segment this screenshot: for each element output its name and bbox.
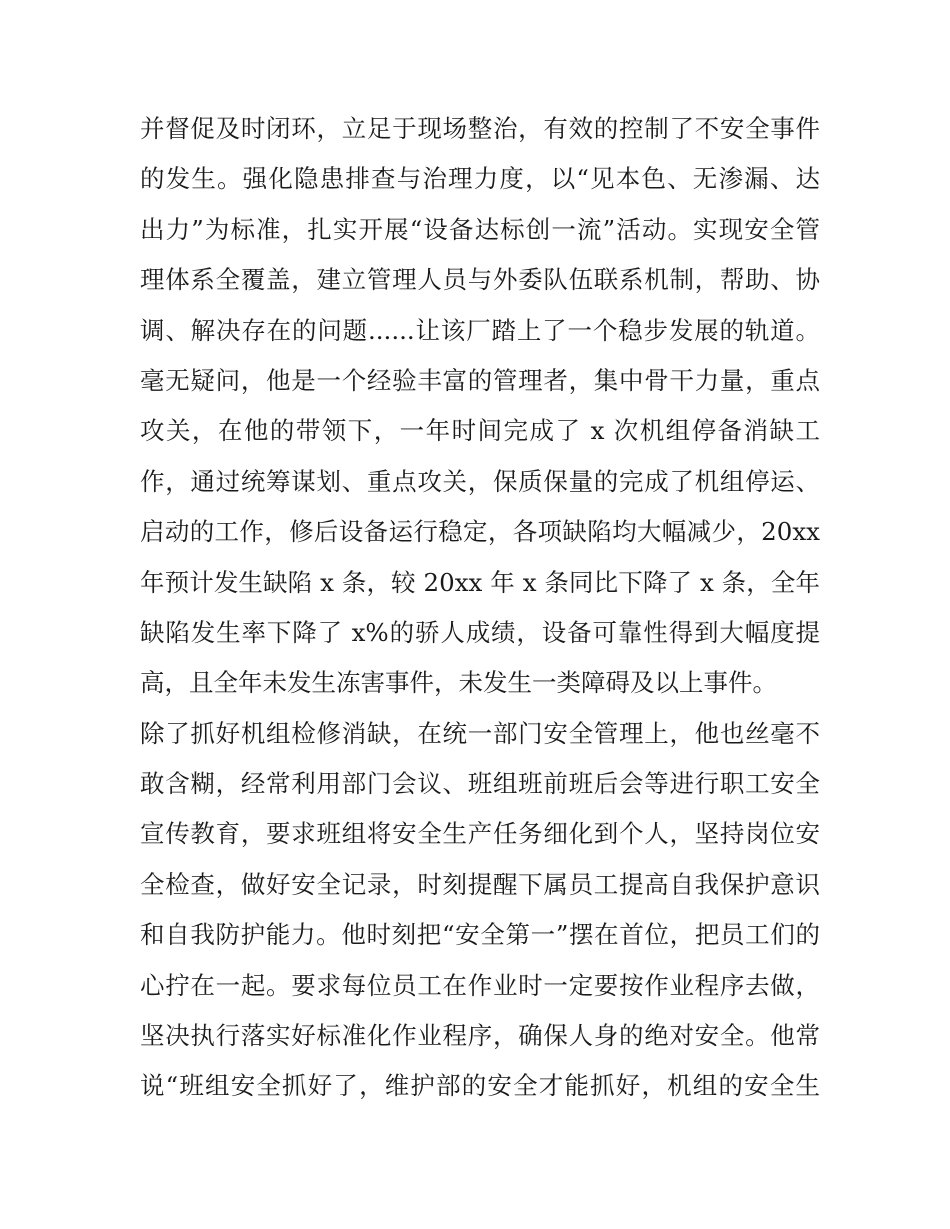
text-line: 理体系全覆盖，建立管理人员与外委队伍联系机制，帮助、协	[140, 265, 820, 295]
text-line: 并督促及时闭环，立足于现场整治，有效的控制了不安全事件	[140, 114, 820, 143]
text-line: 毫无疑问，他是一个经验丰富的管理者，集中骨干力量，重点	[140, 365, 820, 395]
text-line: 说“班组安全抓好了，维护部的安全才能抓好，机组的安全生	[140, 1071, 820, 1101]
text-line: 除了抓好机组检修消缺，在统一部门安全管理上，他也丝毫不	[140, 718, 820, 748]
text-line: 攻关，在他的带领下，一年时间完成了 x 次机组停备消缺工	[140, 416, 820, 446]
text-line: 出力”为标准，扎实开展“设备达标创一流”活动。实现安全管	[140, 214, 820, 244]
text-line: 高，且全年未发生冻害事件，未发生一类障碍及以上事件。	[140, 668, 777, 698]
text-line: 全检查，做好安全记录，时刻提醒下属员工提高自我保护意识	[140, 869, 820, 899]
text-line: 缺陷发生率下降了 x%的骄人成绩，设备可靠性得到大幅度提	[140, 617, 820, 647]
text-line: 坚决执行落实好标准化作业程序，确保人身的绝对安全。他常	[140, 1021, 820, 1051]
text-line: 启动的工作，修后设备运行稳定，各项缺陷均大幅减少，20xx	[140, 517, 820, 547]
text-line: 的发生。强化隐患排查与治理力度，以“见本色、无渗漏、达	[140, 164, 820, 194]
text-line: 宣传教育，要求班组将安全生产任务细化到个人，坚持岗位安	[140, 819, 820, 849]
text-line: 敢含糊，经常利用部门会议、班组班前班后会等进行职工安全	[140, 769, 820, 799]
text-line: 调、解决存在的问题......让该厂踏上了一个稳步发展的轨道。	[140, 315, 820, 345]
text-line: 和自我防护能力。他时刻把“安全第一”摆在首位，把员工们的	[140, 920, 820, 950]
text-line: 作，通过统筹谋划、重点攻关，保质保量的完成了机组停运、	[140, 466, 820, 496]
text-line: 心拧在一起。要求每位员工在作业时一定要按作业程序去做，	[140, 970, 820, 1000]
text-line: 年预计发生缺陷 x 条，较 20xx 年 x 条同比下降了 x 条，全年	[140, 567, 820, 597]
body-text	[140, 104, 820, 1112]
